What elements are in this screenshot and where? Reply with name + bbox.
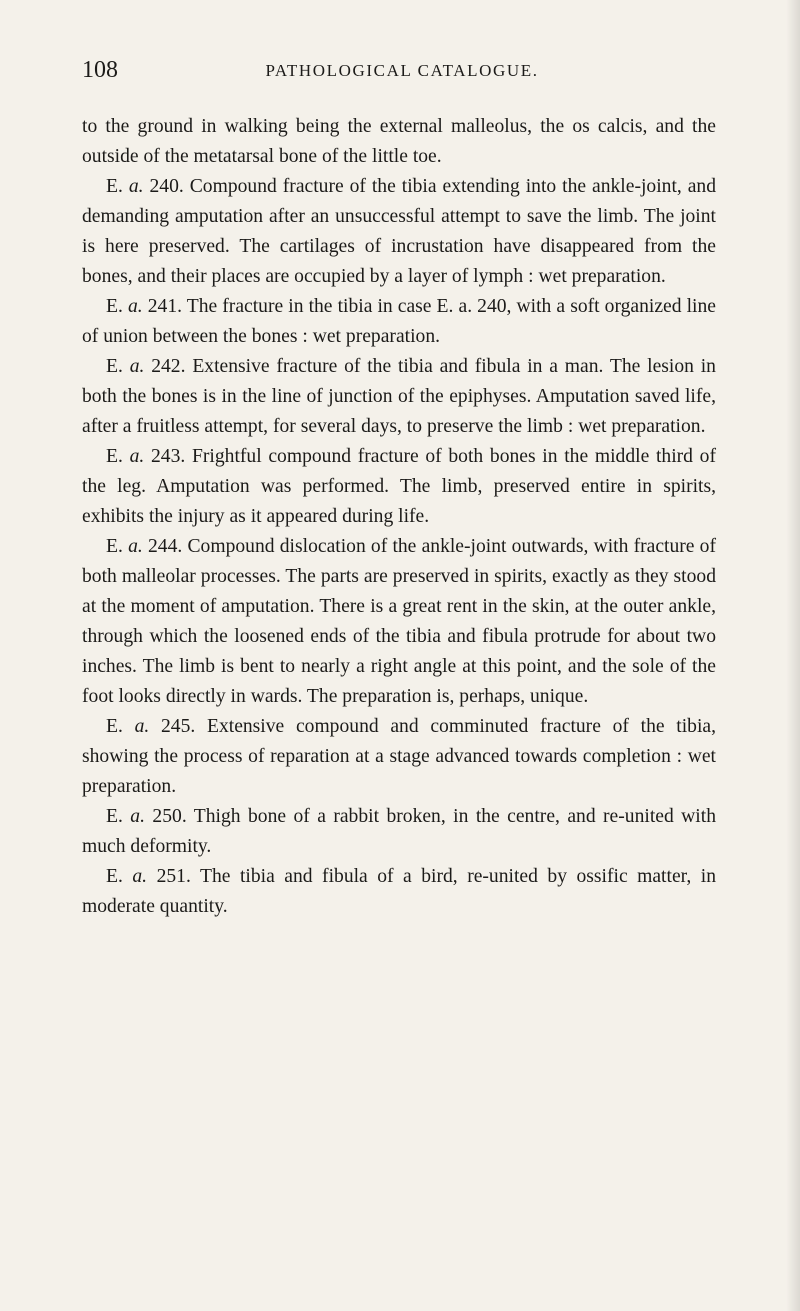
entry-text: The tibia and fibula of a bird, re-united by ossific matter, in moderate quantity. <box>82 866 717 917</box>
catalogue-entry-241 <box>82 292 716 352</box>
catalogue-entry-240 <box>82 172 716 292</box>
entry-number: 251. <box>156 866 191 887</box>
catalogue-entry-251 <box>82 862 716 922</box>
entry-letter: a. <box>132 866 148 887</box>
catalogue-text <box>82 112 716 922</box>
entry-letter: a. <box>134 716 150 737</box>
entry-number: 244. <box>147 536 183 557</box>
entry-letter: a. <box>129 446 145 467</box>
entry-text: The fracture in the tibia in case E. a. 240, with a soft organized line of union between the bones : wet preparation. <box>82 296 716 347</box>
entry-prefix: E. <box>106 356 123 377</box>
entry-number: 245. <box>160 716 196 737</box>
catalogue-entry-245 <box>82 712 716 802</box>
entry-prefix: E. <box>106 176 123 197</box>
entry-text: Thigh bone of a rabbit broken, in the centre, and re-united with much deformity. <box>82 806 716 857</box>
entry-number: 250. <box>152 806 187 827</box>
entry-text: Compound dislocation of the ankle-joint outwards, with fracture of both malleolar processes. The parts are preserved in spirits, exactly as they stood at the moment of amputation. There is a great rent in the skin, at the outer ankle, through which the loosened ends of the tibia and fibula protrude for about two inches. The limb is bent to nearly a right angle at this point, and the sole of the foot looks directly in wards. The preparation is, perhaps, unique. <box>82 536 717 707</box>
page-header <box>82 55 722 91</box>
entry-number: 243. <box>150 446 186 467</box>
catalogue-entry-243 <box>82 442 716 532</box>
catalogue-entry-250 <box>82 802 716 862</box>
entry-number: 241. <box>147 296 183 317</box>
entry-number: 240. <box>149 176 184 197</box>
catalogue-entry-242 <box>82 352 716 442</box>
entry-text: Extensive compound and comminuted fracture of the tibia, showing the process of reparation at a stage advanced towards completion : wet preparation. <box>82 716 716 797</box>
entry-prefix: E. <box>106 806 123 827</box>
entry-letter: a. <box>128 176 144 197</box>
entry-letter: a. <box>128 536 143 557</box>
entry-prefix: E. <box>106 296 123 317</box>
catalogue-entry-244 <box>82 532 716 712</box>
entry-text: Compound fracture of the tibia extending into the ankle-joint, and demanding amputation after an unsuccessful attempt to save the limb. The joint is here preserved. The cartilages of incrustation have disappeared from the bones, and their places are occupied by a layer of lymph : wet preparation. <box>82 176 717 287</box>
entry-number: 242. <box>151 356 186 377</box>
entry-prefix: E. <box>106 536 123 557</box>
entry-letter: a. <box>130 806 145 827</box>
running-title: PATHOLOGICAL CATALOGUE. <box>265 61 539 80</box>
entry-prefix: E. <box>106 716 123 737</box>
page-number: 108 <box>82 57 118 83</box>
entry-letter: a. <box>127 296 143 317</box>
entry-letter: a. <box>129 356 145 377</box>
entry-prefix: E. <box>106 866 123 887</box>
continuation-paragraph: to the ground in walking being the external malleolus, the os calcis, and the outside of the metatarsal bone of the little toe. <box>82 116 716 167</box>
page-edge-shadow <box>786 0 800 1311</box>
entry-text: Extensive fracture of the tibia and fibula in a man. The lesion in both the bones is in the line of junction of the epiphyses. Amputation saved life, after a fruitless attempt, for several days, to preserve the limb : wet preparation. <box>82 356 716 437</box>
entry-prefix: E. <box>106 446 123 467</box>
entry-text: Frightful compound fracture of both bones in the middle third of the leg. Amputation was performed. The limb, preserved entire in spirits, exhibits the injury as it appeared during life. <box>82 446 716 527</box>
